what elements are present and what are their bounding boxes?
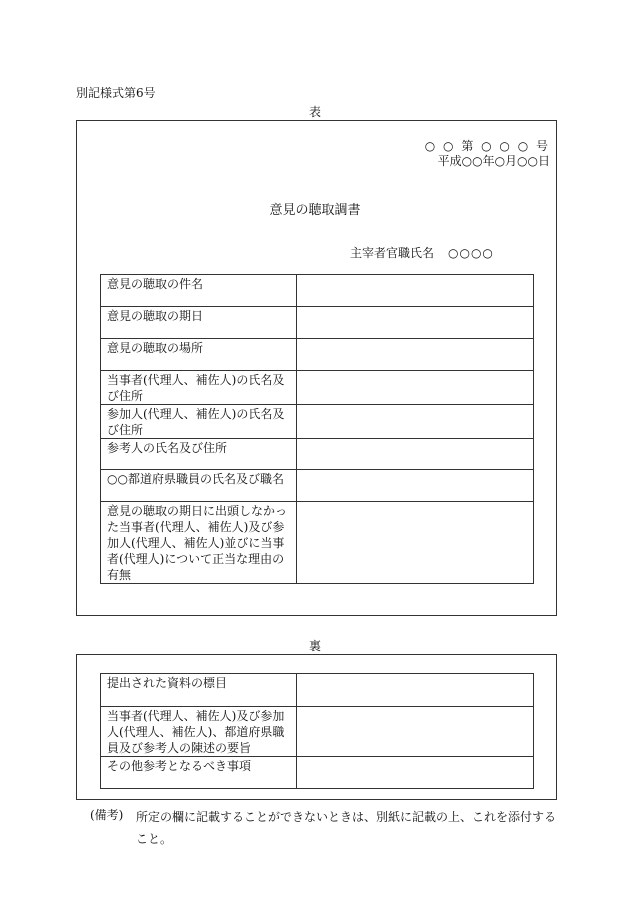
row-label: 当事者(代理人、補佐人)の氏名及び住所 <box>101 371 297 405</box>
form-id: 別記様式第6号 <box>76 86 156 100</box>
back-side-label: 裏 <box>308 639 321 653</box>
presiding-official <box>350 244 494 261</box>
row-label: 参加人(代理人、補佐人)の氏名及び住所 <box>101 405 297 439</box>
back-table <box>100 673 534 789</box>
table-row <box>101 307 534 339</box>
table-row <box>101 707 534 757</box>
row-value[interactable] <box>297 275 534 307</box>
document-number: ○ ○ 第 ○ ○ ○ 号 <box>424 139 550 153</box>
presiding-official-value: ○○○○ <box>448 246 494 260</box>
row-value[interactable] <box>297 405 534 439</box>
table-row <box>101 371 534 405</box>
table-row <box>101 275 534 307</box>
table-row <box>101 439 534 470</box>
row-value[interactable] <box>297 307 534 339</box>
row-label: 当事者(代理人、補佐人)及び参加人(代理人、補佐人)、都道府県職員及び参考人の陳述の要旨 <box>101 707 297 757</box>
row-value[interactable] <box>297 707 534 757</box>
table-row <box>101 502 534 584</box>
presiding-official-label: 主宰者官職氏名 <box>350 246 435 260</box>
row-value[interactable] <box>297 439 534 470</box>
front-side-label: 表 <box>308 105 321 119</box>
page-title: 意見の聴取調書 <box>269 203 361 218</box>
row-value[interactable] <box>297 470 534 502</box>
table-row <box>101 405 534 439</box>
table-row <box>101 674 534 707</box>
note-label: (備考) <box>90 808 124 822</box>
row-label: 意見の聴取の件名 <box>101 275 297 307</box>
table-row <box>101 339 534 371</box>
row-label: 参考人の氏名及び住所 <box>101 439 297 470</box>
row-label: 提出された資料の標目 <box>101 674 297 707</box>
note-text-line2: こと。 <box>136 832 173 846</box>
row-value[interactable] <box>297 339 534 371</box>
row-label: 意見の聴取の期日に出頭しなかった当事者(代理人、補佐人)及び参加人(代理人、補佐人)並びに当事者(代理人)について正当な理由の有無 <box>101 502 297 584</box>
note-text <box>136 806 556 850</box>
table-row <box>101 470 534 502</box>
row-label: ○○都道府県職員の氏名及び職名 <box>101 470 297 502</box>
row-label: 意見の聴取の期日 <box>101 307 297 339</box>
row-value[interactable] <box>297 757 534 789</box>
note-text-line1: 所定の欄に記載することができないときは、別紙に記載の上、これを添付する <box>136 810 557 824</box>
row-value[interactable] <box>297 502 534 584</box>
row-value[interactable] <box>297 371 534 405</box>
row-label: 意見の聴取の場所 <box>101 339 297 371</box>
document-date: 平成○○年○月○○日 <box>437 154 550 168</box>
row-value[interactable] <box>297 674 534 707</box>
front-table <box>100 274 534 584</box>
row-label: その他参考となるべき事項 <box>101 757 297 789</box>
table-row <box>101 757 534 789</box>
